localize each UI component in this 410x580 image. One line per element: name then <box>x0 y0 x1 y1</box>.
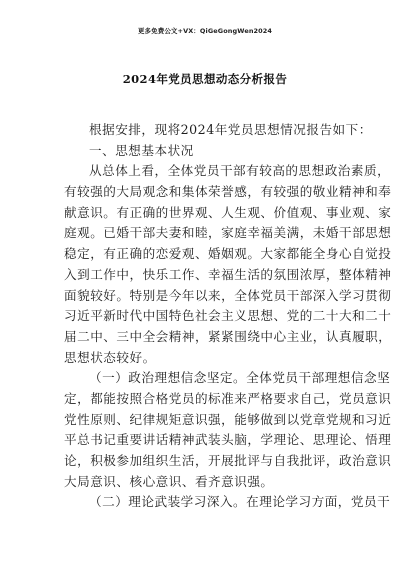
paragraph-line: 届二中、三中全会精神，紧紧围绕中心主业，认真履职， <box>64 328 392 344</box>
paragraph-line: 庭观。已婚干部夫妻和睦，家庭幸福美满，未婚干部思想 <box>64 225 392 241</box>
header-note: 更多免费公文+VX：QiGeGongWen2024 <box>137 27 273 35</box>
paragraph-line: 有较强的大局观念和集体荣誉感，有较强的敬业精神和奉 <box>64 184 392 200</box>
paragraph-line: 面貌较好。特别是今年以来，全体党员干部深入学习贯彻 <box>64 287 392 303</box>
paragraph-line: 从总体上看，全体党员干部有较高的思想政治素质， <box>89 163 391 179</box>
paragraph-line: 根据安排，现将2024年党员思想情况报告如下： <box>89 122 372 137</box>
paragraph-line: 定，都能按照合格党员的标准来严格要求自己，党员意识 <box>64 390 392 406</box>
paragraph-line: 稳定，有正确的恋爱观、婚姻观。大家都能全身心自觉投 <box>64 246 392 262</box>
paragraph-line: 平总书记重要讲话精神武装头脑，学理论、思理论、悟理 <box>64 432 392 448</box>
paragraph-line: 一、思想基本状况 <box>89 142 194 158</box>
paragraph-line: 党性原则、纪律规矩意识强，能够做到以党章党规和习近 <box>64 411 392 427</box>
paragraph-line: 献意识。有正确的世界观、人生观、价值观、事业观、家 <box>64 204 392 220</box>
paragraph-line: 论，积极参加组织生活，开展批评与自我批评，政治意识 <box>64 453 392 468</box>
paragraph-line: （二）理论武装学习深入。在理论学习方面，党员干 <box>89 494 391 510</box>
paragraph-line: 习近平新时代中国特色社会主义思想、党的二十大和二十 <box>64 308 392 324</box>
paragraph-line: 大局意识、核心意识、看齐意识强。 <box>64 473 274 489</box>
paragraph-line: （一）政治理想信念坚定。全体党员干部理想信念坚 <box>89 370 391 386</box>
paragraph-line: 入到工作中，快乐工作、幸福生活的氛围浓厚，整体精神 <box>64 266 392 282</box>
document-title: 2024年党员思想动态分析报告 <box>122 72 288 86</box>
document-body <box>64 120 392 513</box>
paragraph-line: 思想状态较好。 <box>64 349 156 365</box>
